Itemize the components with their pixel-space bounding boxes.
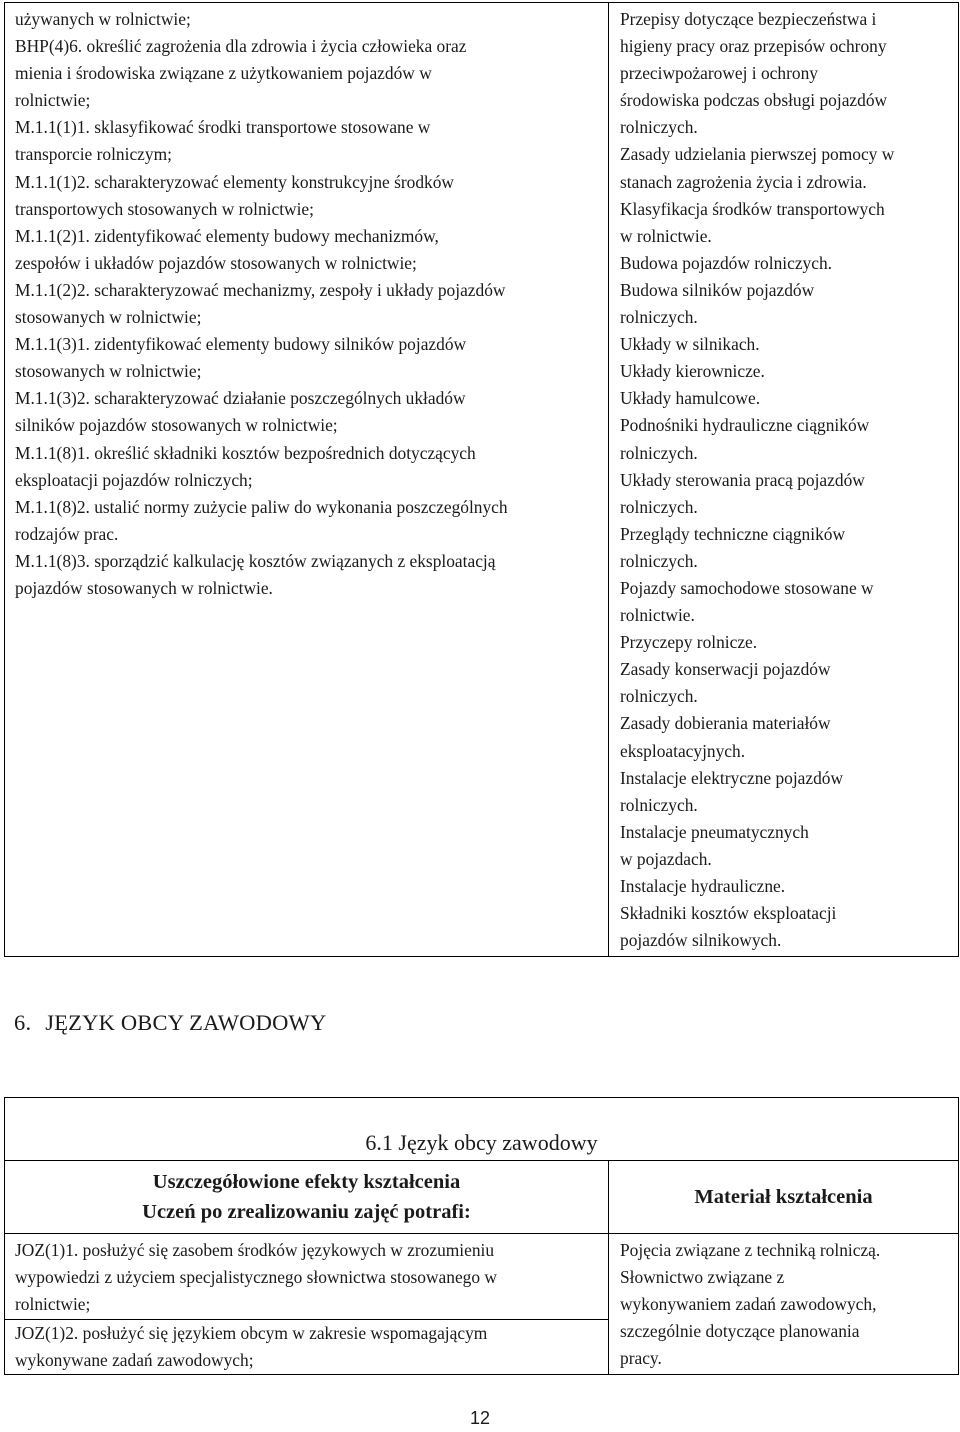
learning-outcomes-cell — [5, 1234, 609, 1375]
text-line: Składniki kosztów eksploatacji — [620, 903, 837, 924]
text-line: M.1.1(3)1. zidentyfikować elementy budowy silników pojazdów — [15, 334, 467, 355]
text-line: Układy hamulcowe. — [620, 388, 761, 409]
text-line: wypowiedzi z użyciem specjalistycznego słownictwa stosowanego w — [15, 1267, 497, 1288]
text-line: rodzajów prac. — [15, 523, 119, 544]
text-line: M.1.1(8)1. określić składniki kosztów bezpośrednich dotyczących — [15, 442, 476, 463]
text-line: M.1.1(8)3. sporządzić kalkulację kosztów związanych z eksploatacją — [15, 550, 496, 571]
table-row — [5, 3, 959, 957]
text-line: rolniczych. — [620, 686, 698, 707]
text-line: w rolnictwie. — [620, 225, 712, 246]
text-line: Przepisy dotyczące bezpieczeństwa i — [620, 9, 877, 29]
section-heading — [14, 1010, 326, 1036]
text-line: Zasady konserwacji pojazdów — [620, 659, 831, 680]
text-line: rolniczych. — [620, 496, 698, 517]
outcome-joz-1-1 — [15, 1237, 598, 1318]
header-left-line-2: Uczeń po zrealizowaniu zajęć potrafi: — [142, 1201, 471, 1223]
text-line: Układy w silnikach. — [620, 334, 760, 355]
header-teaching-material: Materiał kształcenia — [609, 1161, 959, 1234]
text-line: M.1.1(3)2. scharakteryzować działanie poszczególnych układów — [15, 388, 466, 409]
text-line: Przyczepy rolnicze. — [620, 632, 758, 653]
text-line: pracy. — [620, 1348, 662, 1369]
teaching-material-list — [620, 6, 952, 954]
table-title-row — [5, 1098, 959, 1161]
text-line: rolnictwie. — [620, 605, 695, 626]
text-line: stanach zagrożenia życia i zdrowia. — [620, 171, 867, 192]
text-line: stosowanych w rolnictwie; — [15, 361, 202, 382]
text-line: Pojęcia związane z techniką rolniczą. — [620, 1240, 881, 1260]
foreign-language-table — [4, 1097, 959, 1375]
learning-outcomes-list — [15, 6, 598, 602]
text-line: wykonywane zadań zawodowych; — [15, 1350, 254, 1371]
text-line: Przeglądy techniczne ciągników — [620, 523, 846, 544]
text-line: JOZ(1)1. posłużyć się zasobem środków językowych w zrozumieniu — [15, 1240, 495, 1260]
text-line: Instalacje elektryczne pojazdów — [620, 767, 844, 788]
learning-outcomes-cell — [5, 3, 609, 957]
text-line: silników pojazdów stosowanych w rolnictwie; — [15, 415, 338, 436]
text-line: eksploatacyjnych. — [620, 740, 746, 761]
text-line: rolnictwie; — [15, 90, 91, 111]
text-line: M.1.1(8)2. ustalić normy zużycie paliw do wykonania poszczególnych — [15, 496, 508, 517]
text-line: Instalacje pneumatycznych — [620, 821, 809, 842]
text-line: środowiska podczas obsługi pojazdów — [620, 90, 888, 111]
text-line: zespołów i układów pojazdów stosowanych w rolnictwie; — [15, 252, 417, 273]
text-line: Instalacje hydrauliczne. — [620, 876, 786, 896]
text-line: rolniczych. — [620, 442, 698, 463]
text-line: Układy sterowania pracą pojazdów — [620, 469, 865, 490]
text-line: używanych w rolnictwie; — [15, 9, 191, 29]
text-line: rolniczych. — [620, 117, 698, 138]
text-line: szczególnie dotyczące planowania — [620, 1321, 860, 1342]
section-number: 6. — [14, 1010, 32, 1035]
text-line: M.1.1(1)2. scharakteryzować elementy konstrukcyjne środków — [15, 171, 454, 192]
text-line: transportowych stosowanych w rolnictwie; — [15, 198, 314, 219]
text-line: rolniczych. — [620, 550, 698, 571]
header-left-line-1: Uszczegółowione efekty kształcenia — [152, 1171, 461, 1193]
text-line: stosowanych w rolnictwie; — [15, 307, 202, 328]
text-line: Budowa silników pojazdów — [620, 279, 815, 300]
table-row — [5, 1234, 959, 1375]
text-line: M.1.1(2)1. zidentyfikować elementy budowy mechanizmów, — [15, 225, 439, 246]
text-line: Zasady udzielania pierwszej pomocy w — [620, 144, 895, 165]
text-line: eksploatacji pojazdów rolniczych; — [15, 469, 253, 490]
page-number: 12 — [469, 1408, 491, 1428]
text-line: transporcie rolniczym; — [15, 144, 172, 165]
text-line: M.1.1(2)2. scharakteryzować mechanizmy, zespoły i układy pojazdów — [15, 279, 506, 300]
text-line: higieny pracy oraz przepisów ochrony — [620, 36, 887, 57]
text-line: rolnictwie; — [15, 1294, 91, 1315]
text-line: JOZ(1)2. posłużyć się językiem obcym w zakresie wspomagającym — [15, 1323, 488, 1344]
text-line: przeciwpożarowej i ochrony — [620, 63, 818, 84]
text-line: mienia i środowiska związane z użytkowaniem pojazdów w — [15, 63, 432, 84]
header-learning-outcomes — [5, 1161, 609, 1234]
teaching-material-cell — [609, 1234, 959, 1375]
text-line: Zasady dobierania materiałów — [620, 713, 831, 734]
text-line: Budowa pojazdów rolniczych. — [620, 252, 833, 273]
table-title: 6.1 Język obcy zawodowy — [5, 1098, 959, 1161]
teaching-material-list — [620, 1237, 952, 1372]
text-line: wykonywaniem zadań zawodowych, — [620, 1294, 877, 1315]
text-line: Pojazdy samochodowe stosowane w — [620, 577, 874, 598]
text-line: Podnośniki hydrauliczne ciągników — [620, 415, 870, 436]
teaching-material-cell — [609, 3, 959, 957]
curriculum-table-continued — [4, 2, 959, 957]
text-line: pojazdów stosowanych w rolnictwie. — [15, 577, 273, 598]
text-line: BHP(4)6. określić zagrożenia dla zdrowia i życia człowieka oraz — [15, 36, 467, 57]
section-title: JĘZYK OBCY ZAWODOWY — [45, 1010, 327, 1035]
text-line: pojazdów silnikowych. — [620, 930, 782, 951]
text-line: M.1.1(1)1. sklasyfikować środki transportowe stosowane w — [15, 117, 431, 138]
outcome-joz-1-2 — [15, 1320, 598, 1374]
text-line: Klasyfikacja środków transportowych — [620, 198, 885, 219]
text-line: Słownictwo związane z — [620, 1267, 785, 1288]
text-line: w pojazdach. — [620, 848, 712, 869]
text-line: rolniczych. — [620, 307, 698, 328]
text-line: Układy kierownicze. — [620, 361, 765, 382]
table-header-row — [5, 1161, 959, 1234]
text-line: rolniczych. — [620, 794, 698, 815]
